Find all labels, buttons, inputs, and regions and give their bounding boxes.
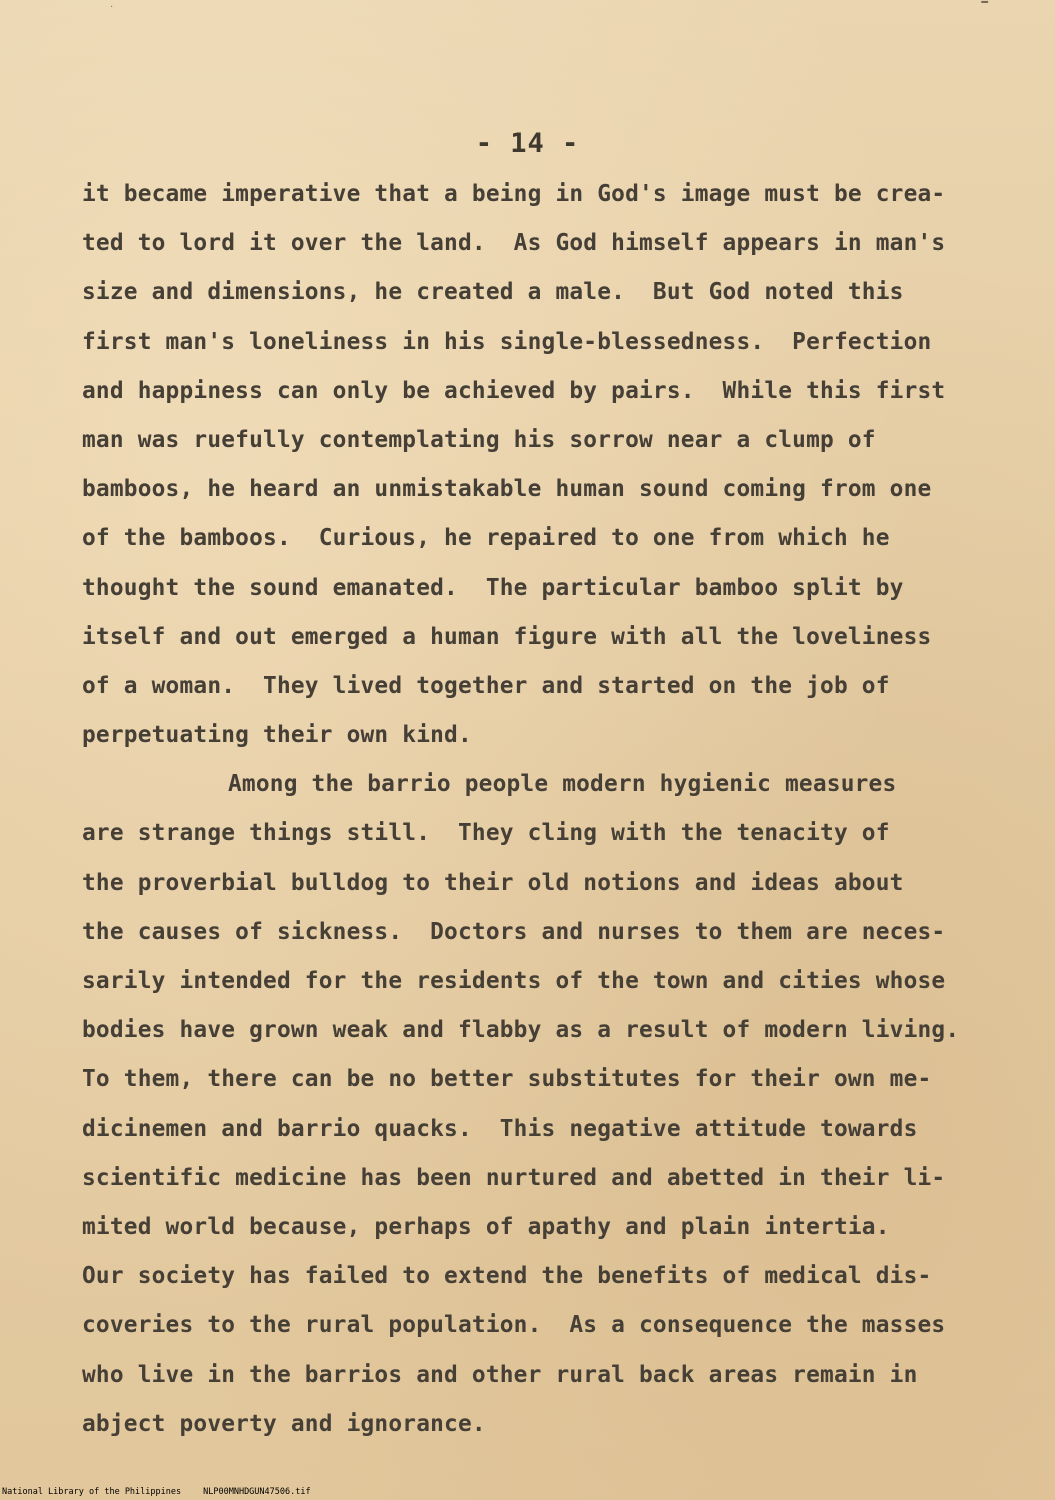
top-corner-mark: - bbox=[980, 0, 990, 16]
footer-library: National Library of the Philippines bbox=[2, 1487, 182, 1497]
text-line: man was ruefully contemplating his sorrow near a clump of bbox=[82, 426, 876, 453]
footer-filename: NLP00MNHDGUN47506.tif bbox=[203, 1487, 311, 1497]
text-line: perpetuating their own kind. bbox=[82, 722, 472, 749]
text-line: are strange things still. They cling with the tenacity of bbox=[82, 820, 890, 847]
page-number: - 14 - bbox=[475, 128, 580, 159]
text-line: sarily intended for the residents of the town and cities whose bbox=[82, 968, 946, 994]
text-line: first man's loneliness in his single-blessedness. Perfection bbox=[82, 328, 932, 355]
top-dot-mark: · bbox=[110, 2, 114, 13]
text-line: Our society has failed to extend the benefits of medical dis- bbox=[82, 1263, 932, 1290]
text-line: itself and out emerged a human figure with all the loveliness bbox=[82, 623, 932, 650]
text-line: To them, there can be no better substitutes for their own me- bbox=[82, 1066, 932, 1093]
text-line: thought the sound emanated. The particular bamboo split by bbox=[82, 574, 904, 601]
text-line: the causes of sickness. Doctors and nurses to them are neces- bbox=[82, 918, 946, 945]
text-line: ted to lord it over the land. As God himself appears in man's bbox=[82, 230, 946, 257]
text-line: and happiness can only be achieved by pairs. While this first bbox=[82, 377, 946, 404]
text-line: dicinemen and barrio quacks. This negative attitude towards bbox=[82, 1115, 918, 1142]
paragraph-1 bbox=[82, 170, 1022, 760]
body-text bbox=[82, 170, 1022, 1449]
text-line: the proverbial bulldog to their old notions and ideas about bbox=[82, 869, 904, 896]
text-line: coveries to the rural population. As a consequence the masses bbox=[82, 1312, 946, 1339]
text-line: bamboos, he heard an unmistakable human sound coming from one bbox=[82, 476, 932, 503]
text-line: bodies have grown weak and flabby as a result of modern living. bbox=[82, 1017, 960, 1044]
paragraph-2 bbox=[82, 760, 1022, 1449]
text-line: mited world because, perhaps of apathy and plain intertia. bbox=[82, 1213, 890, 1240]
text-line: scientific medicine has been nurtured and abetted in their li- bbox=[82, 1164, 946, 1191]
text-line: Among the barrio people modern hygienic measures bbox=[228, 771, 897, 798]
text-line: of a woman. They lived together and started on the job of bbox=[82, 672, 890, 699]
scan-footer bbox=[2, 1487, 311, 1497]
text-line: it became imperative that a being in God's image must be crea- bbox=[82, 181, 946, 207]
text-line: abject poverty and ignorance. bbox=[82, 1410, 486, 1437]
text-line: who live in the barrios and other rural back areas remain in bbox=[82, 1361, 918, 1388]
text-line: of the bamboos. Curious, he repaired to one from which he bbox=[82, 525, 890, 552]
text-line: size and dimensions, he created a male. But God noted this bbox=[82, 279, 904, 306]
